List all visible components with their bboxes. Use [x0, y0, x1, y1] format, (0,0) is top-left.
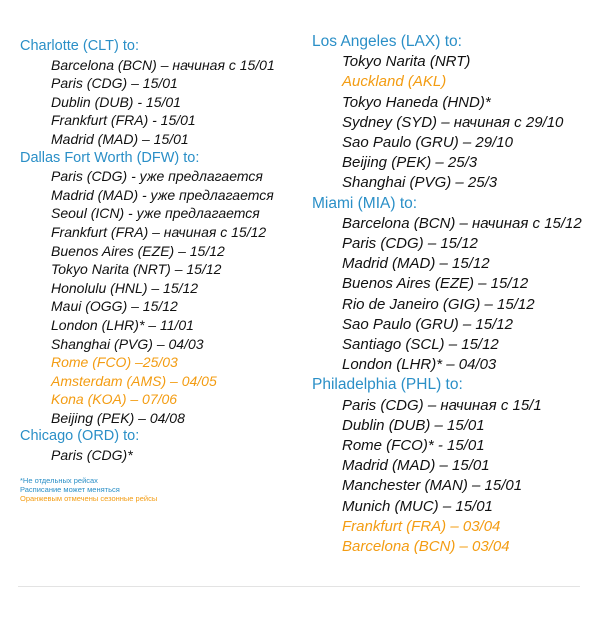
left-column: [20, 37, 300, 465]
route-item: Manchester (MAN) – 15/01: [342, 477, 523, 495]
route-item: Sao Paulo (GRU) – 29/10: [342, 134, 513, 152]
route-item: Seoul (ICN) - уже предлагается: [51, 205, 260, 222]
seasonal-route-item: Amsterdam (AMS) – 04/05: [51, 372, 217, 389]
route-item: Maui (OGG) – 15/12: [51, 298, 178, 315]
right-column: [312, 32, 597, 557]
route-item: Munich (MUC) – 15/01: [342, 497, 493, 515]
route-item: Madrid (MAD) – 15/12: [342, 255, 490, 273]
route-item: Buenos Aires (EZE) – 15/12: [51, 242, 225, 259]
route-item: Madrid (MAD) – 15/01: [342, 457, 490, 475]
seasonal-route-item: Rome (FCO) –25/03: [51, 354, 178, 371]
route-item: London (LHR)* – 04/03: [342, 356, 497, 374]
bottom-divider: [18, 586, 580, 587]
route-item: Tokyo Narita (NRT): [342, 53, 471, 71]
footnote-select-flights: *Не отдельных рейсах: [20, 476, 98, 485]
route-item: Rome (FCO)* - 15/01: [342, 437, 485, 455]
route-item: Rio de Janeiro (GIG) – 15/12: [342, 295, 535, 313]
route-item: Barcelona (BCN) – начиная с 15/01: [51, 56, 275, 73]
footnote-seasonal-legend: Оранжевым отмечены сезонные рейсы: [20, 494, 158, 503]
seasonal-route-item: Auckland (AKL): [342, 73, 447, 91]
hub-heading: Los Angeles (LAX) to:: [312, 33, 462, 50]
route-item: Paris (CDG)*: [51, 447, 133, 464]
seasonal-route-item: Frankfurt (FRA) – 03/04: [342, 517, 501, 535]
route-item: Shanghai (PVG) – 25/3: [342, 174, 498, 192]
route-item: Tokyo Narita (NRT) – 15/12: [51, 261, 222, 278]
route-item: Beijing (PEK) – 25/3: [342, 154, 478, 172]
route-item: Paris (CDG) – 15/12: [342, 235, 478, 253]
route-item: Shanghai (PVG) – 04/03: [51, 335, 204, 352]
hub-heading: Charlotte (CLT) to:: [20, 38, 139, 54]
route-item: Sao Paulo (GRU) – 15/12: [342, 315, 513, 333]
route-item: Tokyo Haneda (HND)*: [342, 93, 491, 111]
route-item: Beijing (PEK) – 04/08: [51, 409, 185, 426]
route-item: Dublin (DUB) - 15/01: [51, 93, 181, 110]
route-item: Paris (CDG) - уже предлагается: [51, 168, 263, 185]
route-item: Frankfurt (FRA) – начиная с 15/12: [51, 223, 267, 240]
footnotes: [20, 476, 157, 503]
route-item: Paris (CDG) – 15/01: [51, 75, 178, 92]
route-item: Frankfurt (FRA) - 15/01: [51, 112, 196, 129]
hub-heading: Chicago (ORD) to:: [20, 428, 140, 445]
route-item: Barcelona (BCN) – начиная с 15/12: [342, 214, 582, 232]
route-item: Sydney (SYD) – начиная с 29/10: [342, 113, 564, 131]
hub-heading: Miami (MIA) to:: [312, 194, 418, 212]
route-item: Paris (CDG) – начиная с 15/1: [342, 396, 542, 414]
route-item: Honolulu (HNL) – 15/12: [51, 279, 199, 296]
route-item: London (LHR)* – 11/01: [51, 316, 194, 333]
seasonal-route-item: Barcelona (BCN) – 03/04: [342, 538, 510, 556]
route-item: Madrid (MAD) - уже предлагается: [51, 186, 274, 203]
route-item: Madrid (MAD) – 15/01: [51, 130, 189, 147]
hub-heading: Philadelphia (PHL) to:: [312, 376, 463, 394]
hub-heading: Dallas Fort Worth (DFW) to:: [20, 149, 200, 166]
route-item: Santiago (SCL) – 15/12: [342, 336, 499, 354]
route-item: Dublin (DUB) – 15/01: [342, 416, 485, 434]
route-item: Buenos Aires (EZE) – 15/12: [342, 275, 529, 293]
footnote-schedule-change: Расписание может меняться: [20, 485, 120, 494]
seasonal-route-item: Kona (KOA) – 07/06: [51, 391, 178, 408]
